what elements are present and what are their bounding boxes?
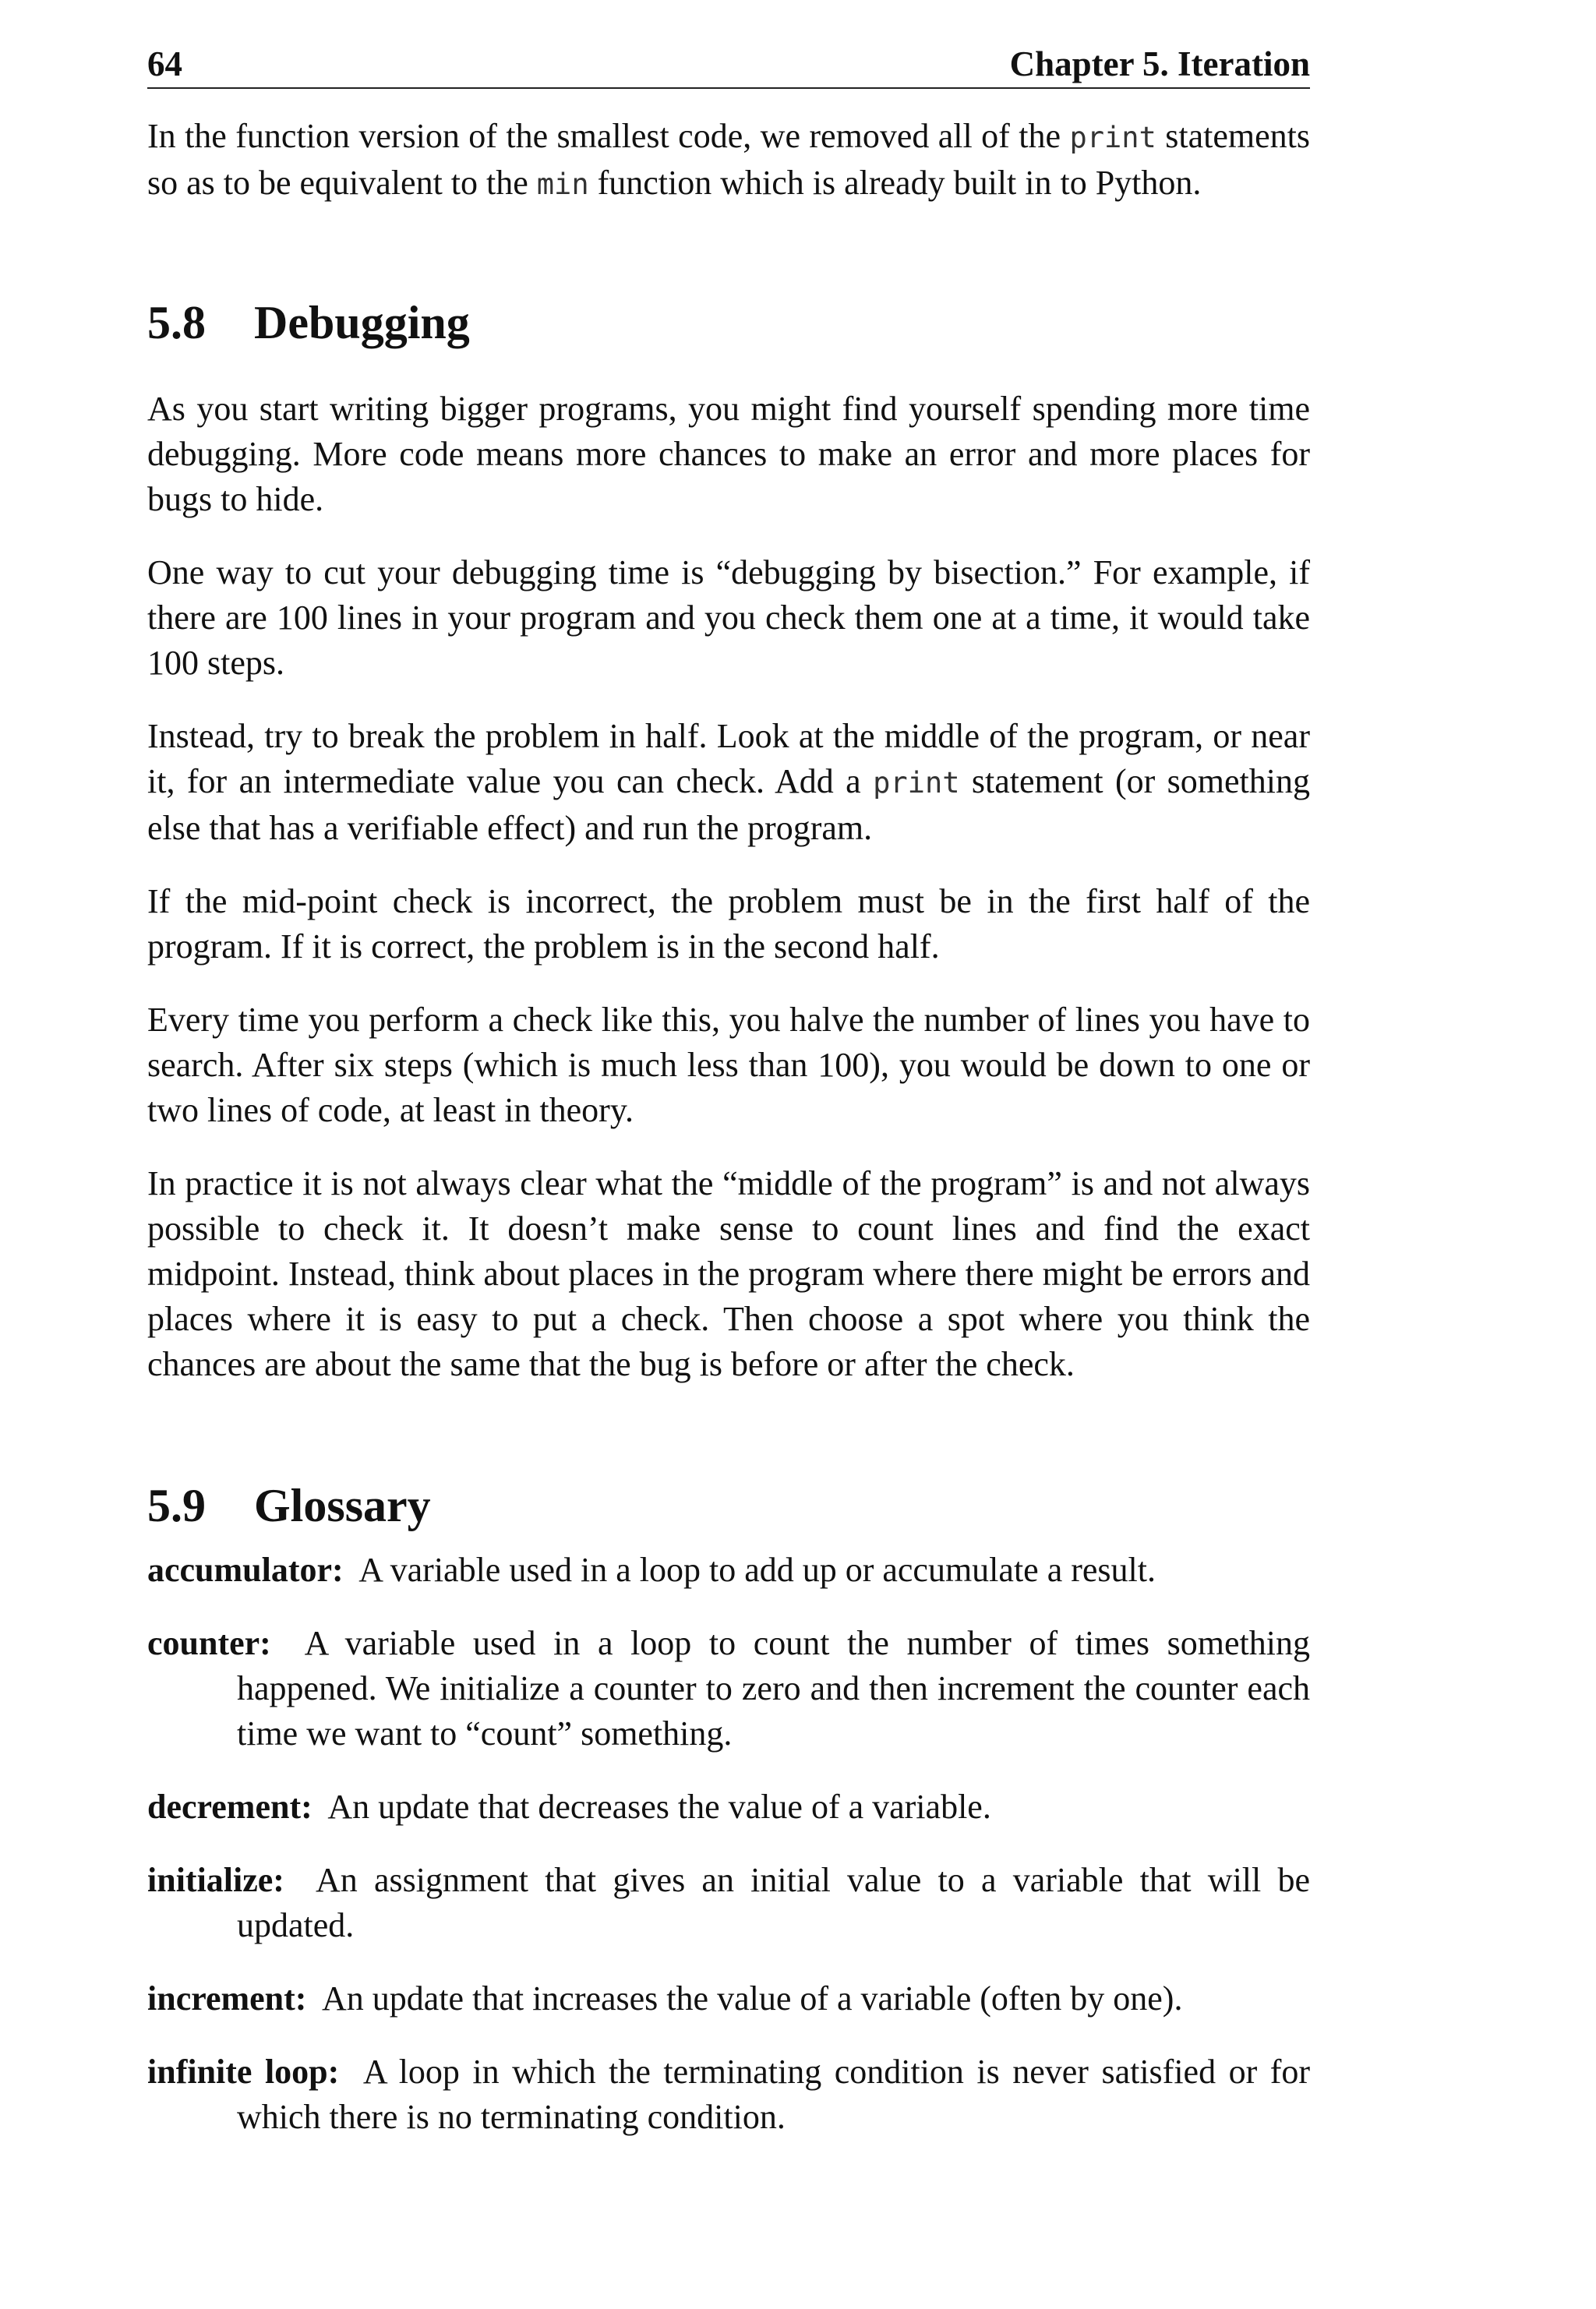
glossary-definition: An assignment that gives an initial value to a variable that will be updated. bbox=[237, 1861, 1310, 1944]
code-print: print bbox=[1069, 121, 1156, 154]
glossary-entry bbox=[147, 1976, 1310, 2021]
glossary-entry bbox=[147, 1785, 1310, 1830]
code-min: min bbox=[536, 168, 589, 201]
glossary-definition: A loop in which the terminating condition is never satisfied or for which there is no terminating condition. bbox=[237, 2053, 1311, 2136]
debugging-paragraph-3 bbox=[147, 714, 1310, 851]
debugging-paragraph-2: One way to cut your debugging time is “debugging by bisection.” For example, if there are 100 lines in your program and you check them one at a time, it would take 100 steps. bbox=[147, 553, 1310, 682]
glossary-term: counter: bbox=[147, 1624, 271, 1662]
debugging-paragraph-4: If the mid-point check is incorrect, the problem must be in the first half of the program. If it is correct, the problem is in the second half. bbox=[147, 882, 1310, 966]
glossary-definition: A variable used in a loop to add up or accumulate a result. bbox=[358, 1551, 1156, 1589]
running-header bbox=[147, 39, 1310, 89]
chapter-title: Chapter 5. Iteration bbox=[1009, 44, 1310, 83]
glossary-term: accumulator: bbox=[147, 1551, 344, 1589]
glossary-entry bbox=[147, 1621, 1310, 1756]
intro-text-1: In the function version of the smallest code, we removed all of the bbox=[147, 117, 1070, 155]
section-number: 5.9 bbox=[147, 1480, 206, 1531]
section-heading-glossary bbox=[147, 1474, 1310, 1537]
glossary-term: decrement: bbox=[147, 1788, 312, 1826]
glossary-definition: An update that increases the value of a variable (often by one). bbox=[322, 1979, 1183, 2018]
section-heading-debugging bbox=[147, 291, 1310, 354]
intro-text-3: function which is already built in to Python. bbox=[588, 164, 1202, 202]
glossary-term: increment: bbox=[147, 1979, 307, 2018]
section-title: Glossary bbox=[254, 1480, 431, 1531]
page-number: 64 bbox=[147, 44, 182, 83]
glossary-definition: An update that decreases the value of a variable. bbox=[327, 1788, 991, 1826]
glossary-entry bbox=[147, 2050, 1310, 2140]
paragraph-text-2: statement (or something else that has a verifiable effect) and run the program. bbox=[147, 762, 1310, 847]
paragraph-text-1: Instead, try to break the problem in half. Look at the middle of the program, or near it, for an intermediate value you can check. Add a bbox=[147, 717, 1310, 800]
glossary-definition: A variable used in a loop to count the number of times something happened. We initialize a counter to zero and then increment the counter each time we want to “count” something. bbox=[237, 1624, 1310, 1753]
debugging-paragraph-1: As you start writing bigger programs, you might find yourself spending more time debugging. More code means more chances to make an error and more places for bugs to hide. bbox=[147, 390, 1310, 518]
glossary-term: infinite loop: bbox=[147, 2053, 340, 2091]
section-title: Debugging bbox=[254, 297, 470, 348]
intro-paragraph bbox=[147, 114, 1310, 207]
debugging-paragraph-5: Every time you perform a check like this, you halve the number of lines you have to search. After six steps (which is much less than 100), you would be down to one or two lines of code, at least in theory. bbox=[147, 1001, 1310, 1129]
section-number: 5.8 bbox=[147, 297, 206, 348]
glossary-entry bbox=[147, 1858, 1310, 1948]
glossary-term: initialize: bbox=[147, 1861, 284, 1899]
intro-text-2: statements so as to be equivalent to the bbox=[147, 117, 1311, 202]
glossary-entry bbox=[147, 1548, 1310, 1593]
debugging-paragraph-6: In practice it is not always clear what the “middle of the program” is and not always possible to check it. It doesn’t make sense to count lines and find the exact midpoint. Instead, think about places in the program where there might be errors and places where it is easy to put a check. Then choose a spot where you think the chances are about the same that the bug is before or after the check. bbox=[147, 1164, 1310, 1383]
book-page bbox=[147, 39, 1310, 2140]
code-print: print bbox=[873, 766, 960, 800]
